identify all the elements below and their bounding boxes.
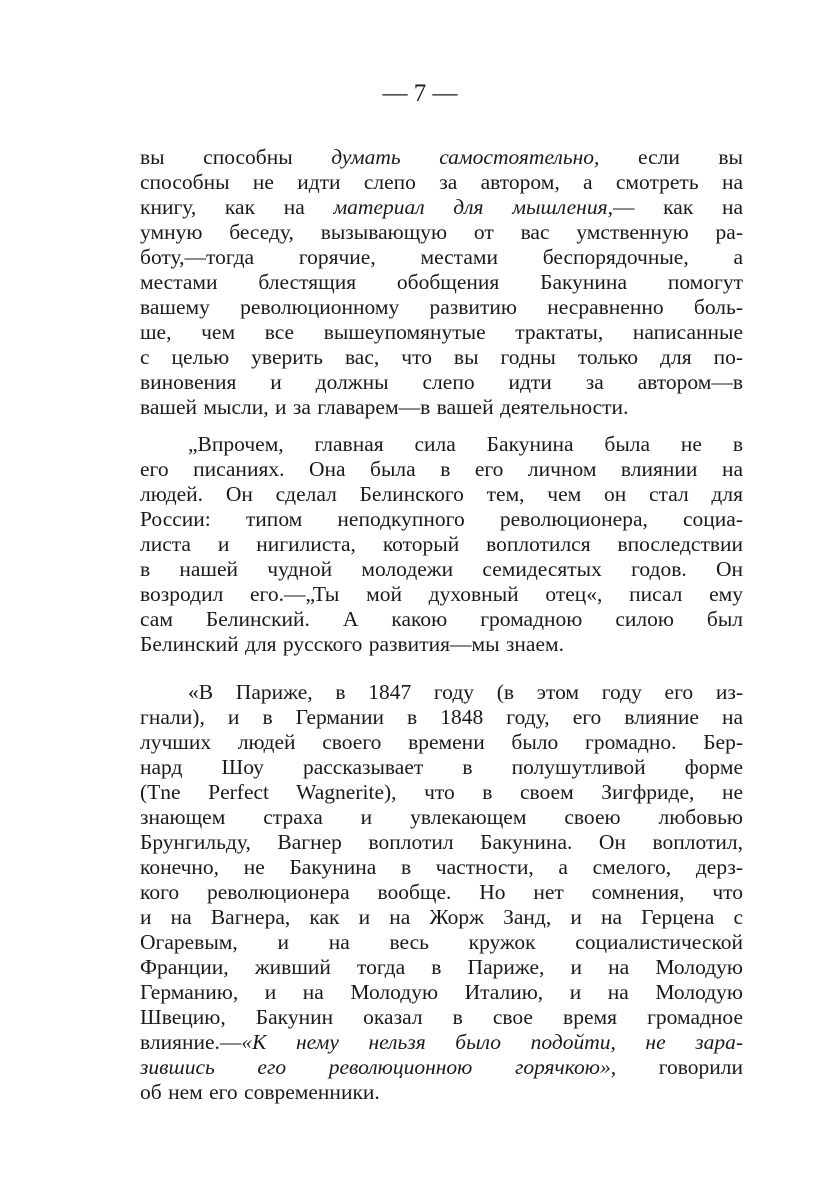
text-line [140,295,743,320]
italic-run: думать самостоятельно, [331,145,600,169]
text-run: боту,—тогда горячие, местами беспорядочные, а [140,245,743,269]
text-line [140,1055,743,1080]
text-line [140,755,743,780]
text-run: лучших людей своего времени было громадно. Бер- [140,730,743,754]
text-line [140,370,743,395]
text-line [140,730,743,755]
text-run: местами блестящия обобщения Бакунина помогут [140,270,743,294]
paragraph-3 [140,680,743,1105]
text-line [140,532,743,557]
text-run: вашему революционному развитию несравненно боль- [140,295,743,319]
text-run: гнали), и в Германии в 1848 году, его влияние на [140,705,743,729]
text-run: если вы [599,145,743,169]
text-run: (Tne Perfect Wagnerite), что в своем Зигфриде, не [140,780,743,804]
text-run: ше, чем все вышеупомянутые трактаты, написанные [140,320,743,344]
text-line [140,955,743,980]
text-line [140,245,743,270]
text-run: в нашей чудной молодежи семидесятых годов. Он [140,557,743,581]
text-line [140,1080,743,1105]
text-line [140,830,743,855]
paragraph-2 [140,432,743,657]
text-line [140,395,743,420]
text-line [140,930,743,955]
text-run: — как на [612,195,743,219]
text-run: с целью уверить вас, что вы годны только для по- [140,345,743,369]
text-run: его писаниях. Она была в его личном влиянии на [140,457,743,481]
text-run: и на Вагнера, как и на Жорж Занд, и на Герцена с [140,905,743,929]
text-run: Брунгильду, Вагнер воплотил Бакунина. Он воплотил, [140,830,743,854]
text-run: умную беседу, вызывающую от вас умственную ра- [140,220,743,244]
text-run: книгу, как на [140,195,334,219]
italic-run: материал для мышления, [333,195,613,219]
text-line [140,507,743,532]
text-run: конечно, не Бакунина в частности, а смелого, дерз- [140,855,743,879]
text-run: вашей мысли, и за главарем—в вашей деятельности. [140,395,629,419]
italic-run: «К нему нельзя было подойти, не зара- [241,1030,743,1054]
text-run: Швецию, Бакунин оказал в свое время громадное [140,1005,743,1029]
text-run: нард Шоу рассказывает в полушутливой форме [140,755,743,779]
text-line [140,980,743,1005]
text-run: Огаревым, и на весь кружок социалистической [140,930,743,954]
text-run: кого революционера вообще. Но нет сомнения, что [140,880,743,904]
text-run: Белинский для русского развития—мы знаем. [140,632,564,656]
text-line [140,705,743,730]
text-run: возродил его.—„Ты мой духовный отец«, писал ему [140,582,743,606]
text-run: Германию, и на Молодую Италию, и на Молодую [140,980,743,1004]
text-line [140,1030,743,1055]
text-run: „Впрочем, главная сила Бакунина была не в [188,432,743,456]
text-line [140,432,743,457]
text-line [140,780,743,805]
text-run: России: типом неподкупного революционера, социа- [140,507,743,531]
text-line [140,457,743,482]
text-line [140,805,743,830]
text-run: вы способны [140,145,332,169]
text-run: «В Париже, в 1847 году (в этом году его из- [188,680,743,704]
text-run: сам Белинский. А какою громадною силою был [140,607,743,631]
text-line [140,320,743,345]
text-run: говорили [616,1055,743,1079]
text-line [140,270,743,295]
text-run: Франции, живший тогда в Париже, и на Молодую [140,955,743,979]
text-run: виновения и должны слепо идти за автором—в [140,370,743,394]
text-run: людей. Он сделал Белинского тем, чем он стал для [140,482,743,506]
text-line [140,1005,743,1030]
italic-run: зившись его революционною горячкою», [140,1055,617,1079]
text-line [140,220,743,245]
text-line [140,905,743,930]
text-line [140,482,743,507]
text-run: знающем страха и увлекающем своею любовью [140,805,743,829]
text-line [140,632,743,657]
text-line [140,195,743,220]
text-run: способны не идти слепо за автором, а смотреть на [140,170,743,194]
page-number: — 7 — [382,80,458,107]
text-line [140,880,743,905]
text-line [140,170,743,195]
text-line [140,557,743,582]
text-line [140,582,743,607]
text-line [140,855,743,880]
text-run: об нем его современники. [140,1080,380,1104]
text-line [140,680,743,705]
text-line [140,607,743,632]
text-line [140,345,743,370]
text-run: листа и нигилиста, который воплотился впоследствии [140,532,743,556]
text-line [140,145,743,170]
paragraph-1 [140,145,743,420]
text-run: влияние.— [140,1030,242,1054]
